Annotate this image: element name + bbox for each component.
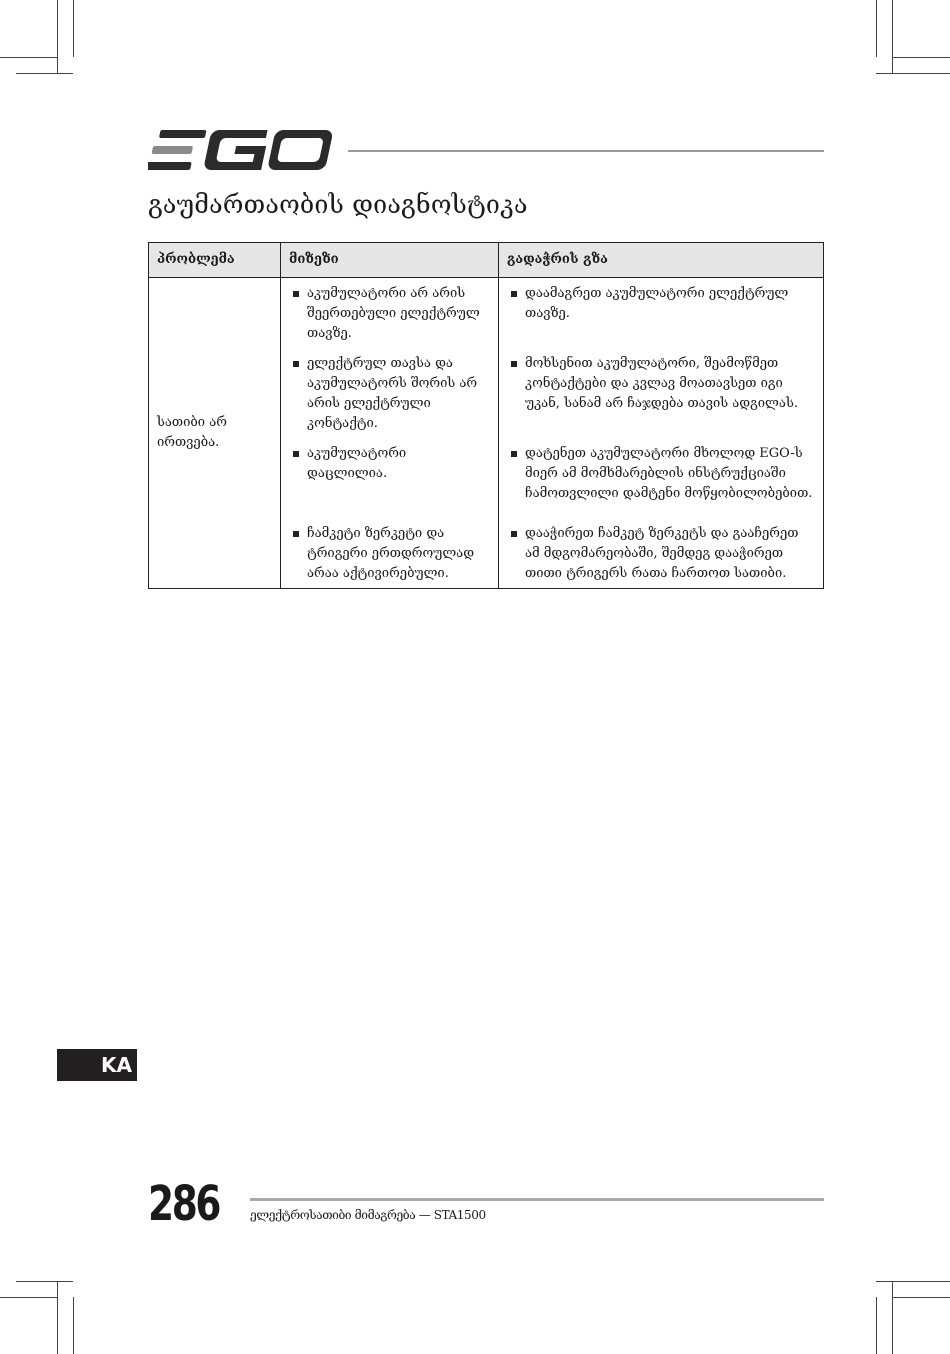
solution-item: დაამაგრეთ აკუმულატორი ელექტრულ თავზე.	[507, 284, 815, 348]
crop-mark	[0, 57, 57, 58]
language-badge: KA	[57, 1049, 137, 1081]
page-number: 286	[148, 1176, 220, 1232]
column-header-problem: პრობლემა	[149, 243, 281, 278]
problem-cell: სათიბი არ ირთვება.	[149, 278, 281, 589]
crop-mark	[892, 57, 950, 58]
cause-cell	[281, 278, 499, 589]
cause-item: აკუმულატორი დაცლილია.	[289, 444, 490, 524]
crop-mark	[892, 0, 893, 73]
crop-mark	[876, 1281, 950, 1282]
table-header-row	[149, 243, 824, 278]
page-title: გაუმართაობის დიაგნოსტიკა	[148, 190, 528, 219]
column-header-solution: გადაჭრის გზა	[499, 243, 824, 278]
crop-mark	[73, 1297, 74, 1354]
crop-mark	[16, 1281, 73, 1282]
crop-mark	[16, 73, 73, 74]
footer-doc-title: ელექტროსათიბი მიმაგრება — STA1500	[250, 1208, 486, 1222]
crop-mark	[892, 1281, 893, 1354]
header-rule	[348, 150, 824, 152]
solution-item: მოხსენით აკუმულატორი, შეამოწმეთ კონტაქტები და კვლავ მოათავსეთ იგი უკან, სანამ არ ჩაჯდება თავის ადგილას.	[507, 354, 815, 444]
solution-cell	[499, 278, 824, 589]
crop-mark	[876, 0, 877, 57]
cause-item: ელექტრულ თავსა და აკუმულატორს შორის არ არის ელექტრული კონტაქტი.	[289, 354, 490, 444]
crop-mark	[57, 0, 58, 73]
ego-logo	[148, 128, 332, 172]
column-header-cause: მიზეზი	[281, 243, 499, 278]
troubleshooting-table	[148, 242, 824, 589]
footer-rule	[250, 1198, 824, 1201]
table-row	[149, 278, 824, 589]
crop-mark	[57, 1281, 58, 1354]
crop-mark	[73, 0, 74, 57]
solution-item: დააჭირეთ ჩამკეტ ზერკეტს და გააჩერეთ ამ მდგომარეობაში, შემდეგ დააჭირეთ თითი ტრიგერს რათა ჩართოთ სათიბი.	[507, 524, 815, 584]
cause-item: აკუმულატორი არ არის შეერთებული ელექტრულ თავზე.	[289, 284, 490, 348]
crop-mark	[892, 1297, 950, 1298]
crop-mark	[876, 73, 950, 74]
crop-mark	[0, 1297, 57, 1298]
crop-mark	[876, 1297, 877, 1354]
solution-item: დატენეთ აკუმულატორი მხოლოდ EGO-ს მიერ ამ მომხმარებლის ინსტრუქციაში ჩამოთვლილი დამტენი მოწყობილობებით.	[507, 444, 815, 524]
cause-item: ჩამკეტი ზერკეტი და ტრიგერი ერთდროულად არაა აქტივირებული.	[289, 524, 490, 584]
